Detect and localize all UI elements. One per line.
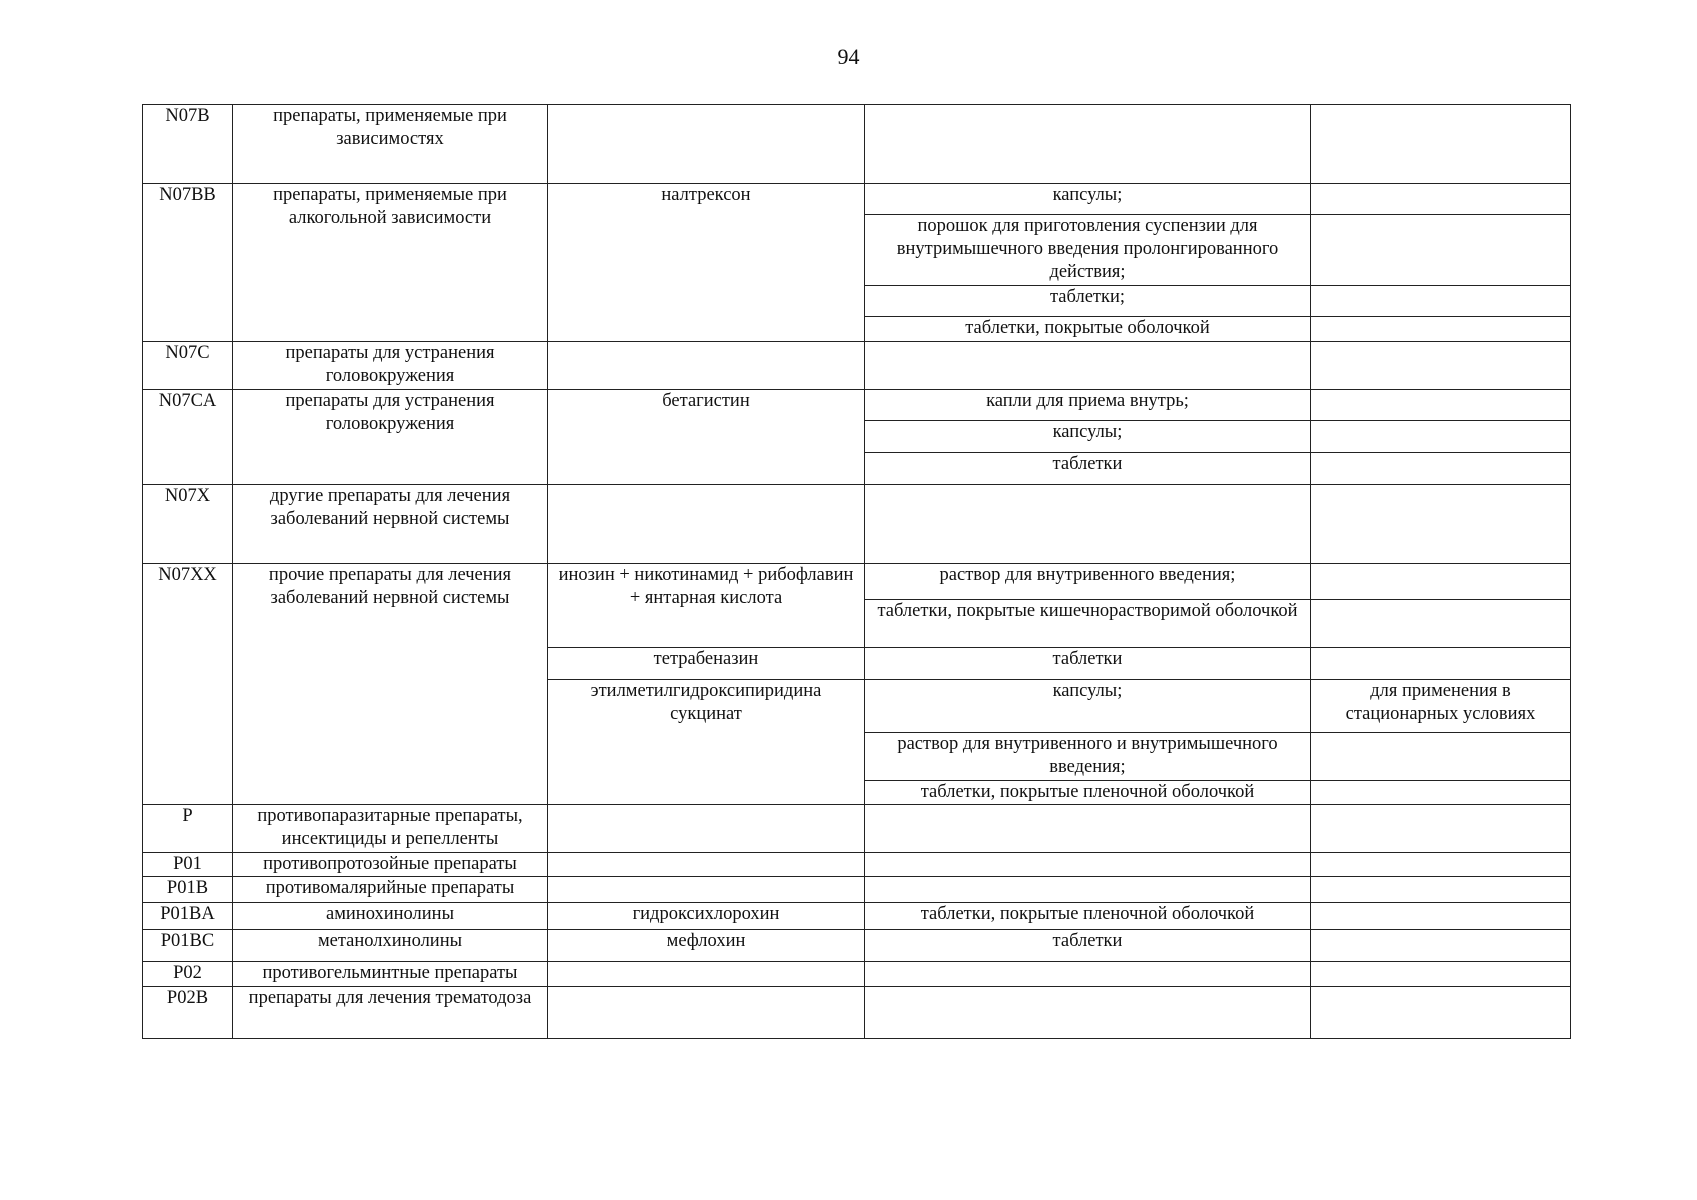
dosage-form-cell: капсулы; — [865, 184, 1311, 215]
table-row — [143, 390, 1571, 421]
dosage-form-cell: таблетки, покрытые пленочной оболочкой — [865, 903, 1311, 930]
dosage-form-cell: таблетки — [865, 648, 1311, 680]
inn-cell: инозин + никотинамид + рибофлавин + янтарная кислота — [548, 564, 865, 648]
inn-cell — [548, 877, 865, 903]
atc-code-cell: P01BC — [143, 930, 233, 962]
drug-table — [142, 104, 1571, 1039]
atc-code-cell: P — [143, 805, 233, 853]
table-row — [143, 930, 1571, 962]
dosage-form-cell: раствор для внутривенного и внутримышечного введения; — [865, 733, 1311, 781]
table-row — [143, 184, 1571, 215]
note-cell — [1311, 485, 1571, 564]
group-name-cell: аминохинолины — [233, 903, 548, 930]
inn-cell: этилметилгидроксипиридина сукцинат — [548, 680, 865, 805]
dosage-form-cell — [865, 805, 1311, 853]
dosage-form-cell: таблетки — [865, 930, 1311, 962]
table-row — [143, 987, 1571, 1039]
dosage-form-cell: капсулы; — [865, 421, 1311, 453]
note-cell — [1311, 453, 1571, 485]
dosage-form-cell: таблетки, покрытые кишечнорастворимой оболочкой — [865, 600, 1311, 648]
note-cell — [1311, 342, 1571, 390]
inn-cell: налтрексон — [548, 184, 865, 342]
group-name-cell: препараты для устранения головокружения — [233, 390, 548, 485]
table-row — [143, 564, 1571, 600]
group-name-cell: противомалярийные препараты — [233, 877, 548, 903]
dosage-form-cell — [865, 962, 1311, 987]
inn-cell — [548, 853, 865, 877]
atc-code-cell: N07B — [143, 105, 233, 184]
note-cell — [1311, 930, 1571, 962]
dosage-form-cell: порошок для приготовления суспензии для внутримышечного введения пролонгированного действия; — [865, 215, 1311, 286]
inn-cell: мефлохин — [548, 930, 865, 962]
dosage-form-cell: капли для приема внутрь; — [865, 390, 1311, 421]
group-name-cell: метанолхинолины — [233, 930, 548, 962]
atc-code-cell: P01B — [143, 877, 233, 903]
inn-cell: гидроксихлорохин — [548, 903, 865, 930]
page-number: 94 — [837, 44, 860, 69]
group-name-cell: противопротозойные препараты — [233, 853, 548, 877]
note-cell — [1311, 600, 1571, 648]
atc-code-cell: P01 — [143, 853, 233, 877]
group-name-cell: препараты для устранения головокружения — [233, 342, 548, 390]
inn-cell — [548, 105, 865, 184]
dosage-form-cell: таблетки, покрытые оболочкой — [865, 317, 1311, 342]
dosage-form-cell — [865, 987, 1311, 1039]
group-name-cell: противогельминтные препараты — [233, 962, 548, 987]
note-cell — [1311, 215, 1571, 286]
note-cell — [1311, 987, 1571, 1039]
atc-code-cell: N07XX — [143, 564, 233, 805]
note-cell — [1311, 853, 1571, 877]
table-row — [143, 853, 1571, 877]
group-name-cell: противопаразитарные препараты, инсектициды и репелленты — [233, 805, 548, 853]
table-row — [143, 877, 1571, 903]
note-cell — [1311, 962, 1571, 987]
inn-cell: бетагистин — [548, 390, 865, 485]
inn-cell — [548, 987, 865, 1039]
note-cell: для применения в стационарных условиях — [1311, 680, 1571, 733]
note-cell — [1311, 286, 1571, 317]
inn-cell — [548, 805, 865, 853]
dosage-form-cell: таблетки — [865, 453, 1311, 485]
group-name-cell: другие препараты для лечения заболеваний нервной системы — [233, 485, 548, 564]
dosage-form-cell — [865, 105, 1311, 184]
note-cell — [1311, 317, 1571, 342]
note-cell — [1311, 421, 1571, 453]
group-name-cell: препараты, применяемые при зависимостях — [233, 105, 548, 184]
group-name-cell: препараты, применяемые при алкогольной зависимости — [233, 184, 548, 342]
table-row — [143, 485, 1571, 564]
group-name-cell: препараты для лечения трематодоза — [233, 987, 548, 1039]
note-cell — [1311, 390, 1571, 421]
inn-cell — [548, 485, 865, 564]
note-cell — [1311, 105, 1571, 184]
note-cell — [1311, 903, 1571, 930]
table-row — [143, 903, 1571, 930]
note-cell — [1311, 805, 1571, 853]
group-name-cell: прочие препараты для лечения заболеваний нервной системы — [233, 564, 548, 805]
note-cell — [1311, 184, 1571, 215]
atc-code-cell: P01BA — [143, 903, 233, 930]
dosage-form-cell — [865, 485, 1311, 564]
note-cell — [1311, 564, 1571, 600]
atc-code-cell: P02 — [143, 962, 233, 987]
dosage-form-cell — [865, 877, 1311, 903]
note-cell — [1311, 877, 1571, 903]
atc-code-cell: N07C — [143, 342, 233, 390]
table-row — [143, 962, 1571, 987]
atc-code-cell: N07BB — [143, 184, 233, 342]
dosage-form-cell: таблетки; — [865, 286, 1311, 317]
atc-code-cell: N07CA — [143, 390, 233, 485]
inn-cell — [548, 962, 865, 987]
dosage-form-cell: капсулы; — [865, 680, 1311, 733]
table-row — [143, 105, 1571, 184]
dosage-form-cell: раствор для внутривенного введения; — [865, 564, 1311, 600]
table-row — [143, 805, 1571, 853]
atc-code-cell: P02B — [143, 987, 233, 1039]
atc-code-cell: N07X — [143, 485, 233, 564]
table-row — [143, 342, 1571, 390]
dosage-form-cell — [865, 853, 1311, 877]
dosage-form-cell: таблетки, покрытые пленочной оболочкой — [865, 781, 1311, 805]
inn-cell — [548, 342, 865, 390]
inn-cell: тетрабеназин — [548, 648, 865, 680]
note-cell — [1311, 781, 1571, 805]
note-cell — [1311, 733, 1571, 781]
note-cell — [1311, 648, 1571, 680]
dosage-form-cell — [865, 342, 1311, 390]
